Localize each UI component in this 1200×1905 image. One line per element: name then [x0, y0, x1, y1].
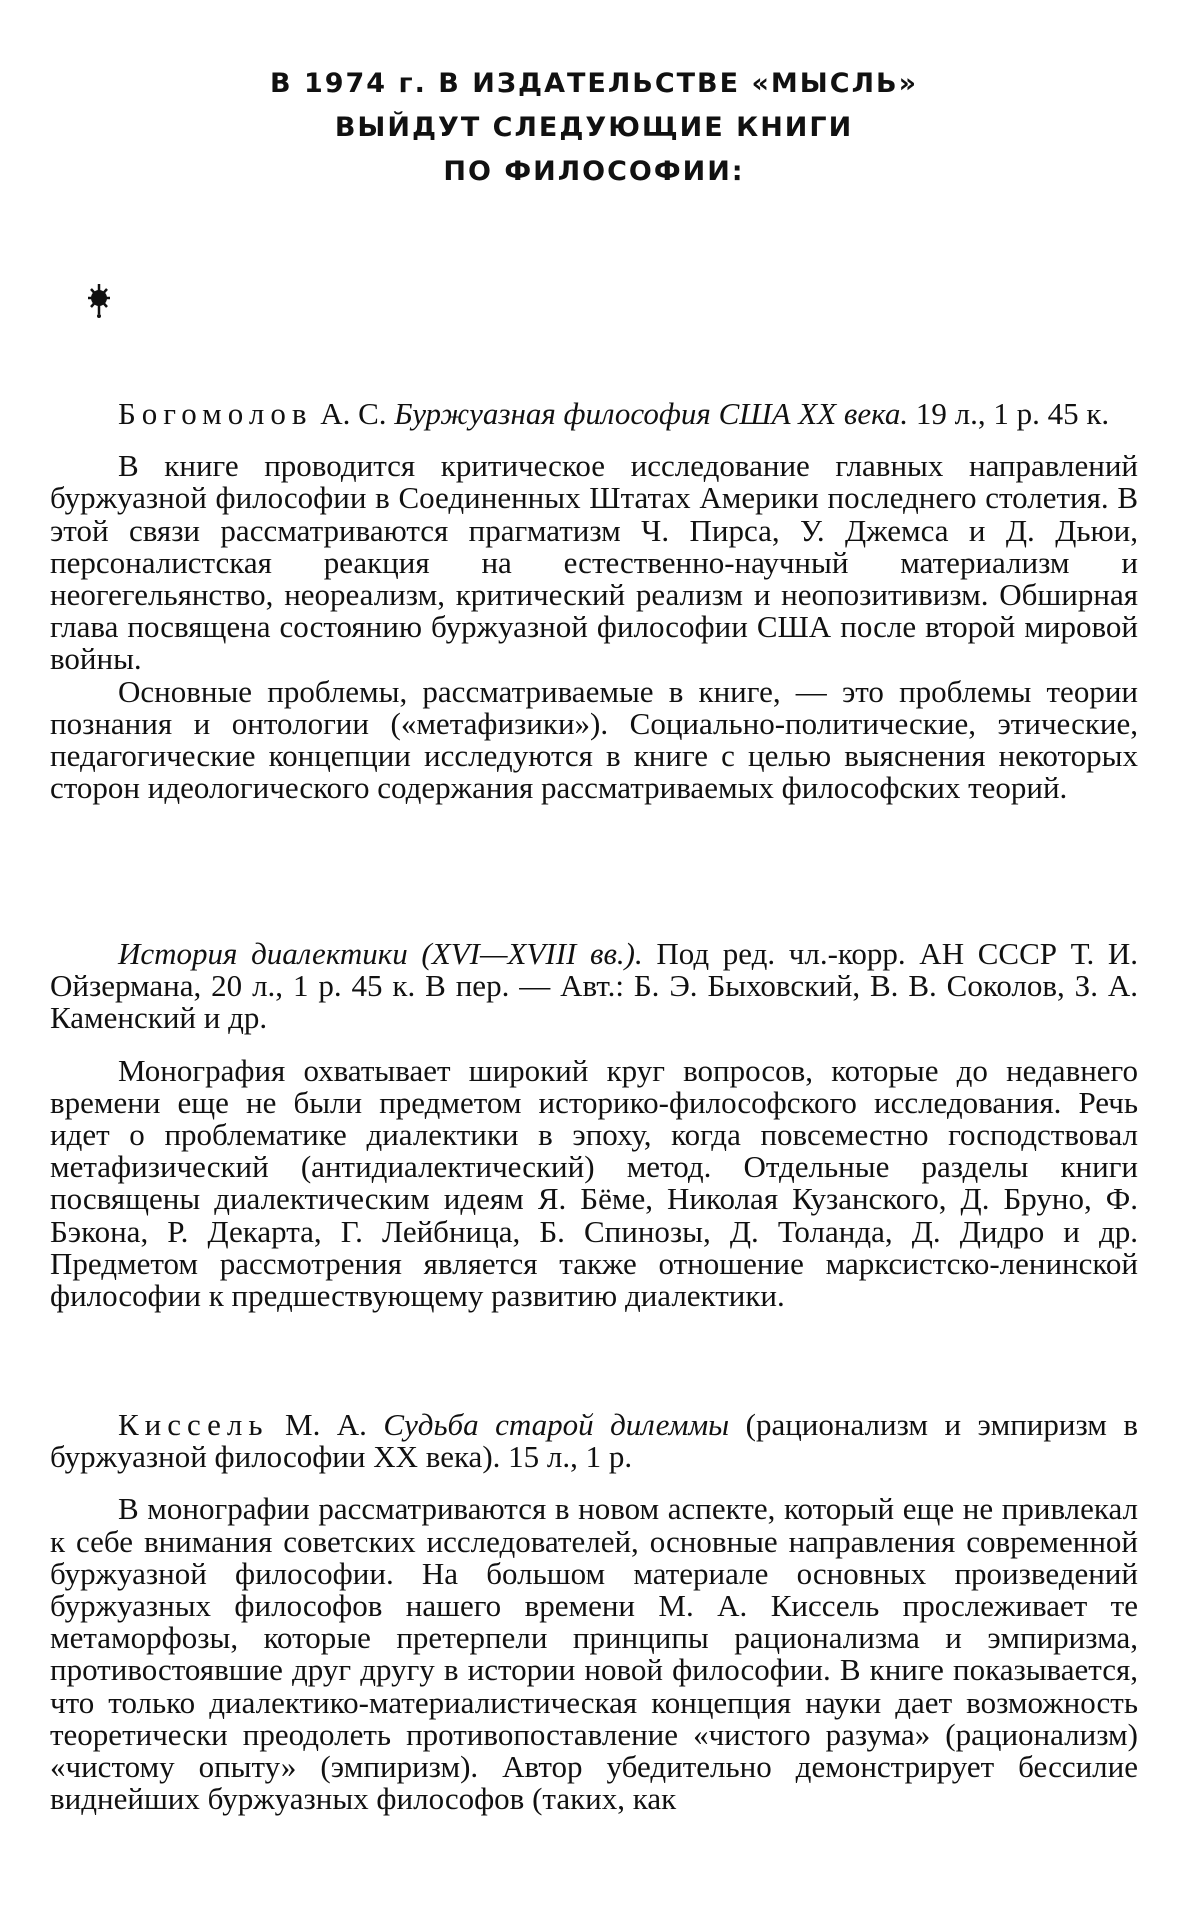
heading-line-1: В 1974 г. В ИЗДАТЕЛЬСТВЕ «МЫСЛЬ» — [269, 68, 919, 99]
book-title: История диалектики (XVI—XVIII вв.). — [118, 936, 643, 971]
book-entry-dialectics-history — [50, 938, 1138, 1312]
book-author: Киссель — [118, 1407, 269, 1442]
book-details: (рационализм и эмпиризм в буржуазной философии XX века). 15 л., 1 р. — [50, 1407, 1139, 1475]
book-description-paragraph: В монографии рассматриваются в новом аспекте, который еще не привлекал к себе внимания советских исследователей, основные направления современной буржуазной философии. На большом материале основных произведений буржуазных философов нашего времени М. А. Киссель прослеживает те метаморфозы, которые претерпели принципы рационализма и эмпиризма, противостоявшие друг другу в истории новой философии. В книге показывается, что только диалектико-материалистическая концепция науки дает возможность теоретически преодолеть противопоставление «чистого разума» (рационализм) «чистому опыту» (эмпиризм). Автор убедительно демонстрирует бессилие виднейших буржуазных философов (таких, как — [50, 1491, 1138, 1817]
book-description-paragraph: Основные проблемы, рассматриваемые в книге, — это проблемы теории познания и онтологии («метафизики»). Социально-политические, этические, педагогические концепции исследуются в книге с целью выяснения некоторых сторон идеологического содержания рассматриваемых философских теорий. — [50, 673, 1138, 806]
book-description-paragraph: Монография охватывает широкий круг вопросов, которые до недавнего времени еще не были предметом историко-философского исследования. Речь идет о проблематике диалектики в эпоху, когда повсеместно господствовал метафизический (антидиалектический) метод. Отдельные разделы книги посвящены диалектическим идеям Я. Бёме, Николая Кузанского, Д. Бруно, Ф. Бэкона, Р. Декарта, Г. Лейбница, Б. Спинозы, Д. Толанда, Д. Дидро и др. Предметом рассмотрения является также отношение марксистско-ленинской философии к предшествующему развитию диалектики. — [50, 1052, 1138, 1314]
book-citation — [50, 938, 1138, 1035]
book-title: Судьба старой дилеммы — [383, 1407, 730, 1442]
book-author-initials: М. А. — [268, 1407, 384, 1442]
ornament-icon — [84, 280, 114, 320]
book-author-initials: А. С. — [312, 396, 395, 431]
book-title: Буржуазная философия США XX века. — [394, 396, 909, 431]
heading-line-2: ВЫЙДУТ СЛЕДУЮЩИЕ КНИГИ — [334, 112, 854, 143]
book-author: Богомолов — [118, 396, 313, 431]
announcement-heading — [50, 62, 1138, 194]
book-citation — [50, 398, 1138, 430]
book-citation — [50, 1409, 1138, 1473]
book-entry-bogomolov — [50, 398, 1138, 804]
heading-line-3: ПО ФИЛОСОФИИ: — [443, 156, 745, 187]
book-details: Под ред. чл.-корр. АН СССР Т. И. Ойзермана, 20 л., 1 р. 45 к. В пер. — Авт.: Б. Э. Быховский, В. В. Соколов, З. А. Каменский и др. — [50, 936, 1138, 1036]
book-details: 19 л., 1 р. 45 к. — [908, 396, 1110, 431]
book-entry-kissel — [50, 1409, 1138, 1815]
book-description-paragraph: В книге проводится критическое исследование главных направлений буржуазной философии в Соединенных Штатах Америки последнего столетия. В этой связи рассматриваются прагматизм Ч. Пирса, У. Джемса и Д. Дьюи, персоналистская реакция на естественно-научный материализм и неогегельянство, неореализм, критический реализм и неопозитивизм. Обширная глава посвящена состоянию буржуазной философии США после второй мировой войны. — [50, 448, 1138, 677]
